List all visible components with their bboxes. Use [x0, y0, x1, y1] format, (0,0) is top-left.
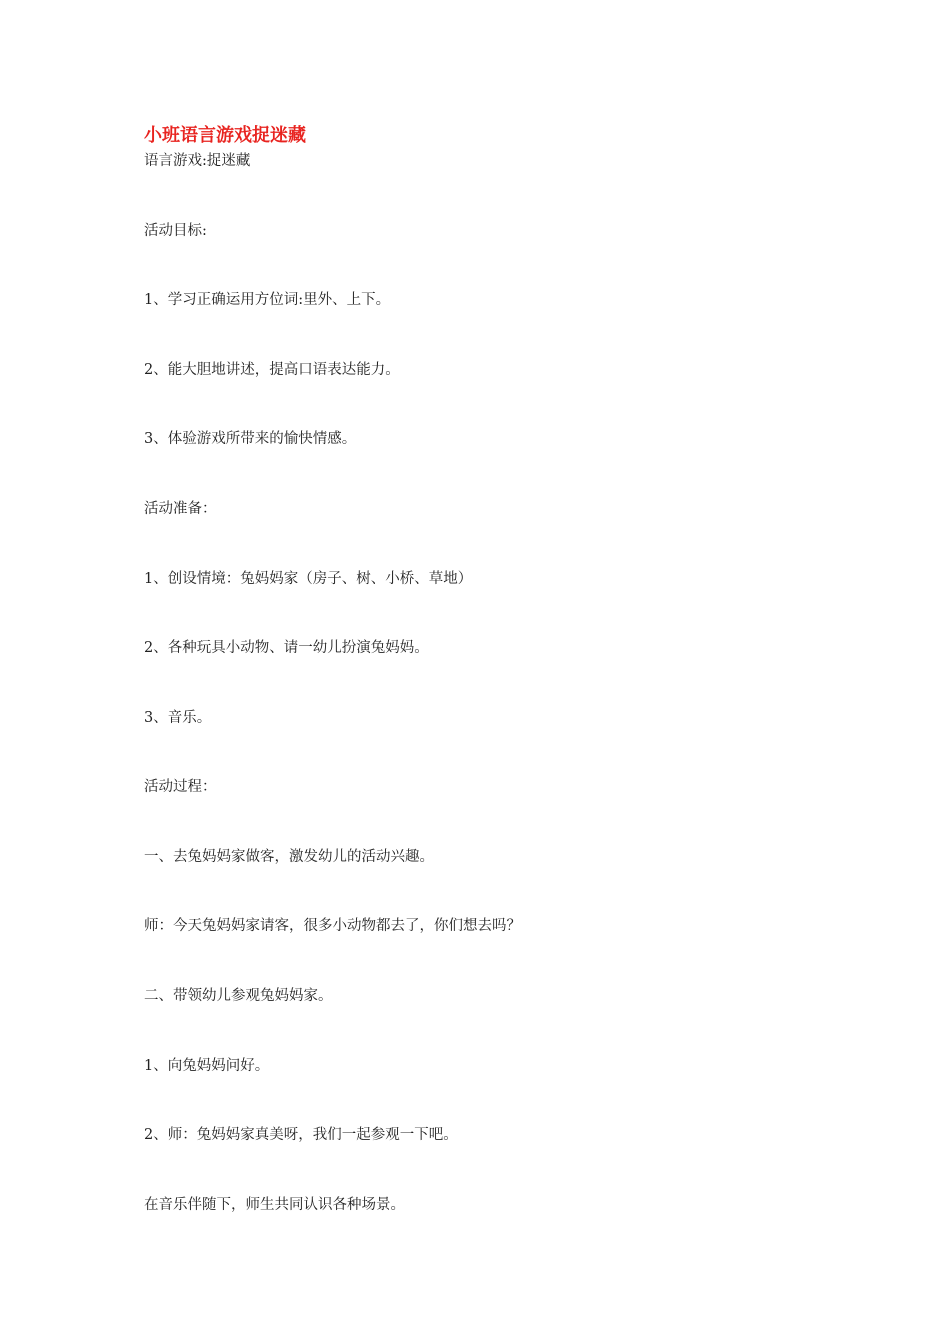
section-heading-process: 活动过程： — [144, 779, 217, 795]
paragraph-line: 3、体验游戏所带来的愉快情感。 — [144, 431, 357, 447]
paragraph-line: 在音乐伴随下，师生共同认识各种场景。 — [144, 1197, 405, 1213]
section-heading-preparation: 活动准备： — [144, 501, 217, 517]
paragraph-line: 3、音乐。 — [144, 710, 212, 726]
paragraph-line: 1、学习正确运用方位词:里外、上下。 — [144, 292, 391, 308]
paragraph-line: 一、去兔妈妈家做客，激发幼儿的活动兴趣。 — [144, 849, 434, 865]
subtitle-line: 语言游戏:捉迷藏 — [144, 153, 251, 169]
section-heading-goals: 活动目标: — [144, 223, 207, 239]
paragraph-line: 1、创设情境：兔妈妈家（房子、树、小桥、草地） — [144, 571, 473, 587]
paragraph-line: 2、各种玩具小动物、请一幼儿扮演兔妈妈。 — [144, 640, 429, 656]
paragraph-line: 1、向兔妈妈问好。 — [144, 1058, 270, 1074]
document-title: 小班语言游戏捉迷藏 — [144, 125, 306, 146]
paragraph-line: 师：今天兔妈妈家请客，很多小动物都去了，你们想去吗？ — [144, 918, 521, 934]
paragraph-line: 2、能大胆地讲述，提高口语表达能力。 — [144, 362, 400, 378]
paragraph-line: 二、带领幼儿参观兔妈妈家。 — [144, 988, 333, 1004]
paragraph-line: 2、师：兔妈妈家真美呀，我们一起参观一下吧。 — [144, 1127, 458, 1143]
